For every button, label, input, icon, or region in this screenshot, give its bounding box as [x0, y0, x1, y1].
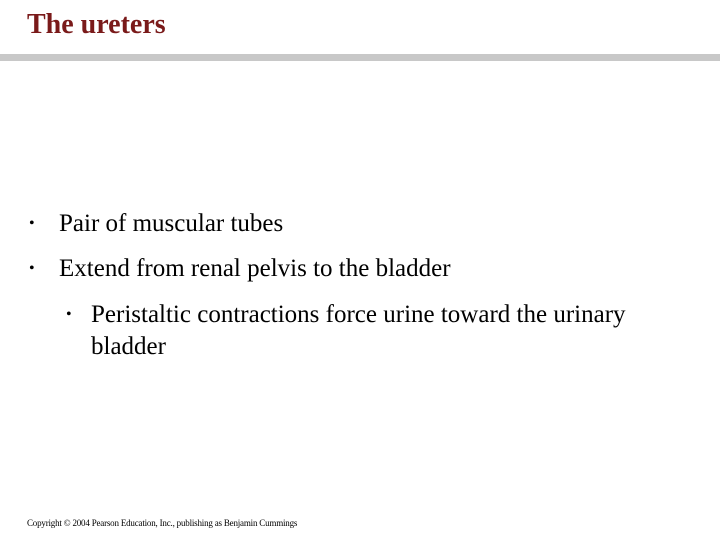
bullet-item: [29, 253, 699, 285]
slide-title: The ureters: [27, 9, 166, 40]
bullet-item: [29, 208, 699, 240]
bullet-icon: •: [29, 215, 35, 232]
copyright-footer: Copyright © 2004 Pearson Education, Inc., publishing as Benjamin Cummings: [27, 518, 298, 528]
bullet-text: Extend from renal pelvis to the bladder: [59, 255, 451, 282]
bullet-text: Pair of muscular tubes: [59, 210, 284, 237]
title-divider: [0, 54, 720, 61]
bullet-icon: •: [29, 260, 35, 277]
sub-bullet-item: [66, 299, 691, 363]
bullet-text: Peristaltic contractions force urine toward the urinary bladder: [91, 301, 626, 360]
bullet-icon: •: [66, 306, 72, 323]
